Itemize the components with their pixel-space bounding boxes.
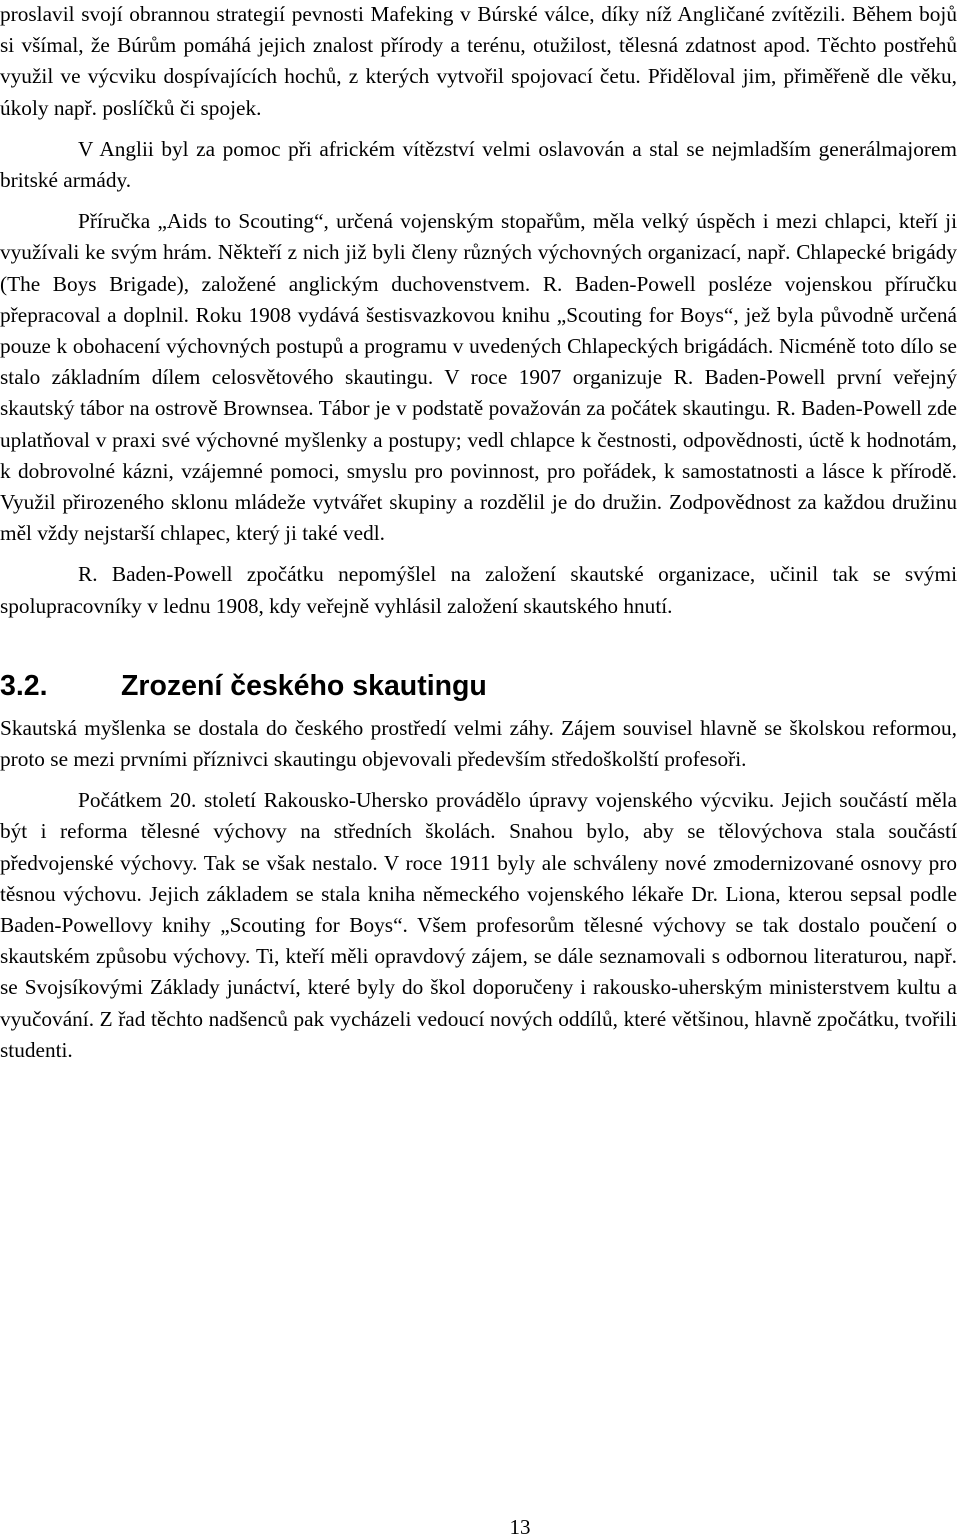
paragraph: Příručka „Aids to Scouting“, určená vojenským stopařům, měla velký úspěch i mezi chlapci, kteří ji využívali ke svým hrám. Někteří z nich již byli členy různých výchovných organizací, např. Chlapecké brigády (The Boys Brigade), založené anglickým duchovenstvem. R. Baden-Powell posléze vojenskou příručku přepracoval a doplnil. Roku 1908 vydává šestisvazkovou knihu „Scouting for Boys“, jež byla původně určená pouze k obohacení výchovných postupů a programu v uvedených Chlapeckých brigádách. Nicméně toto dílo se stalo základním dílem celosvětového skautingu. V roce 1907 organizuje R. Baden-Powell první veřejný skautský tábor na ostrově Brownsea. Tábor je v podstatě považován za počátek skautingu. R. Baden-Powell zde uplatňoval v praxi své výchovné myšlenky a postupy; vedl chlapce k čestnosti, odpovědnosti, úctě k hodnotám, k dobrovolné kázni, vzájemné pomoci, smyslu pro povinnost, pro pořádek, k samostatnosti a lásce k přírodě. Využil přirozeného sklonu mládeže vytvářet skupiny a rozdělil je do družin. Zodpovědnost za každou družinu měl vždy nejstarší chlapec, který ji také vedl. — [0, 209, 957, 546]
page-number: 13 — [509, 1515, 531, 1539]
paragraph: Počátkem 20. století Rakousko-Uhersko provádělo úpravy vojenského výcviku. Jejich součástí měla být i reforma tělesné výchovy na středních školách. Snahou bylo, aby se tělovýchova stala součástí předvojenské výchovy. Tak se však nestalo. V roce 1911 byly ale schváleny nové zmodernizované osnovy pro těsnou výchovu. Jejich základem se stala kniha německého vojenského lékaře Dr. Liona, kterou sepsal podle Baden-Powellovy knihy „Scouting for Boys“. Všem profesorům tělesné výchovy se tak dostalo poučení o skautském způsobu výchovy. Ti, kteří měli opravdový zájem, se dále seznamovali s odbornou literaturou, např. se Svojsíkovými Základy junáctví, které byly do škol doporučeny i rakousko-uherským ministerstvem kultu a vyučování. Z řad těchto nadšenců pak vycházeli vedoucí nových oddílů, které většinou, hlavně zpočátku, tvořili studenti. — [0, 788, 957, 1062]
paragraph: Skautská myšlenka se dostala do českého prostředí velmi záhy. Zájem souvisel hlavně se školskou reformou, proto se mezi prvními příznivci skautingu objevovali především středoškolští profesoři. — [0, 715, 957, 772]
section-heading — [0, 669, 960, 703]
paragraph: V Anglii byl za pomoc při africkém vítězství velmi oslavován a stal se nejmladším generálmajorem britské armády. — [0, 136, 957, 193]
body-text-bottom — [0, 713, 960, 1066]
paragraph: proslavil svojí obrannou strategií pevnosti Mafeking v Búrské válce, díky níž Angličané zvítězili. Během bojů si všímal, že Búrům pomáhá jejich znalost přírody a terénu, otužilost, tělesná zdatnost apod. Těchto postřehů využil ve výcviku dospívajících hochů, z kterých vytvořil spojovací četu. Přiděloval jim, přiměřeně dle věku, úkoly např. poslíčků či spojek. — [0, 2, 957, 120]
body-text-top — [0, 0, 960, 622]
section-title: Zrození českého skautingu — [121, 669, 487, 702]
section-number: 3.2. — [0, 669, 48, 702]
paragraph: R. Baden-Powell zpočátku nepomýšlel na založení skautské organizace, učinil tak se svými spolupracovníky v lednu 1908, kdy veřejně vyhlásil založení skautského hnutí. — [0, 562, 957, 618]
